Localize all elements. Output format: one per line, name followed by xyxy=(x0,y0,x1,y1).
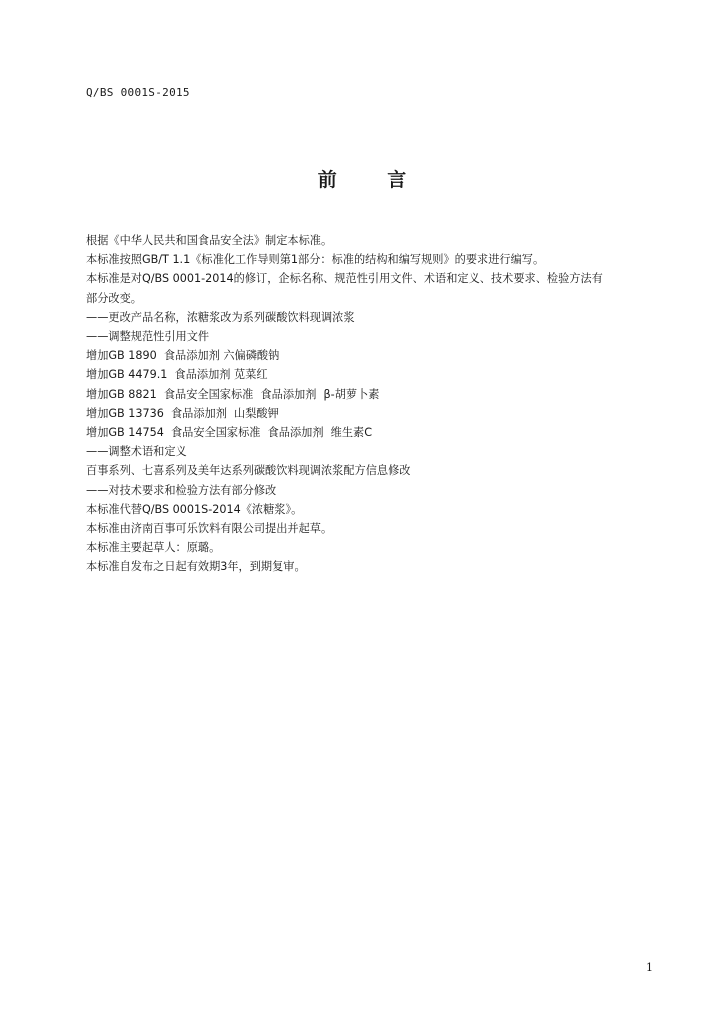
body-line: 本标准自发布之日起有效期3年，到期复审。 xyxy=(86,560,306,574)
body-line: 部分改变。 xyxy=(86,291,142,305)
body-line: 增加GB 4479.1 食品添加剂 苋菜红 xyxy=(86,368,268,382)
body-line: 本标准主要起草人：原璐。 xyxy=(86,541,221,555)
body-line: 增加GB 14754 食品安全国家标准 食品添加剂 维生素C xyxy=(86,426,373,440)
body-line: 本标准由济南百事可乐饮料有限公司提出并起草。 xyxy=(86,522,333,536)
body-line: 百事系列、七喜系列及美年达系列碳酸饮料现调浓浆配方信息修改 xyxy=(86,464,411,478)
document-code: Q/BS 0001S-2015 xyxy=(86,86,190,99)
foreword-body xyxy=(86,231,666,577)
body-line: ——调整术语和定义 xyxy=(86,445,187,459)
body-line: 增加GB 1890 食品添加剂 六偏磷酸钠 xyxy=(86,349,280,363)
body-line: ——调整规范性引用文件 xyxy=(86,330,210,344)
body-line: 本标准代替Q/BS 0001S-2014《浓糖浆》。 xyxy=(86,502,303,516)
body-line: 增加GB 8821 食品安全国家标准 食品添加剂 β-胡萝卜素 xyxy=(86,387,380,401)
page-title: 前 言 xyxy=(317,169,429,191)
body-line: ——对技术要求和检验方法有部分修改 xyxy=(86,483,277,497)
body-line: 增加GB 13736 食品添加剂 山梨酸钾 xyxy=(86,406,279,420)
page-number: 1 xyxy=(646,961,653,974)
body-line: 本标准是对Q/BS 0001-2014的修订，企标名称、规范性引用文件、术语和定义、技术要求、检验方法有 xyxy=(86,272,603,286)
body-line: 本标准按照GB/T 1.1《标准化工作导则第1部分：标准的结构和编写规则》的要求进行编写。 xyxy=(86,253,545,267)
body-line: 根据《中华人民共和国食品安全法》制定本标准。 xyxy=(86,234,333,247)
body-line: ——更改产品名称，浓糖浆改为系列碳酸饮料现调浓浆 xyxy=(86,310,355,324)
